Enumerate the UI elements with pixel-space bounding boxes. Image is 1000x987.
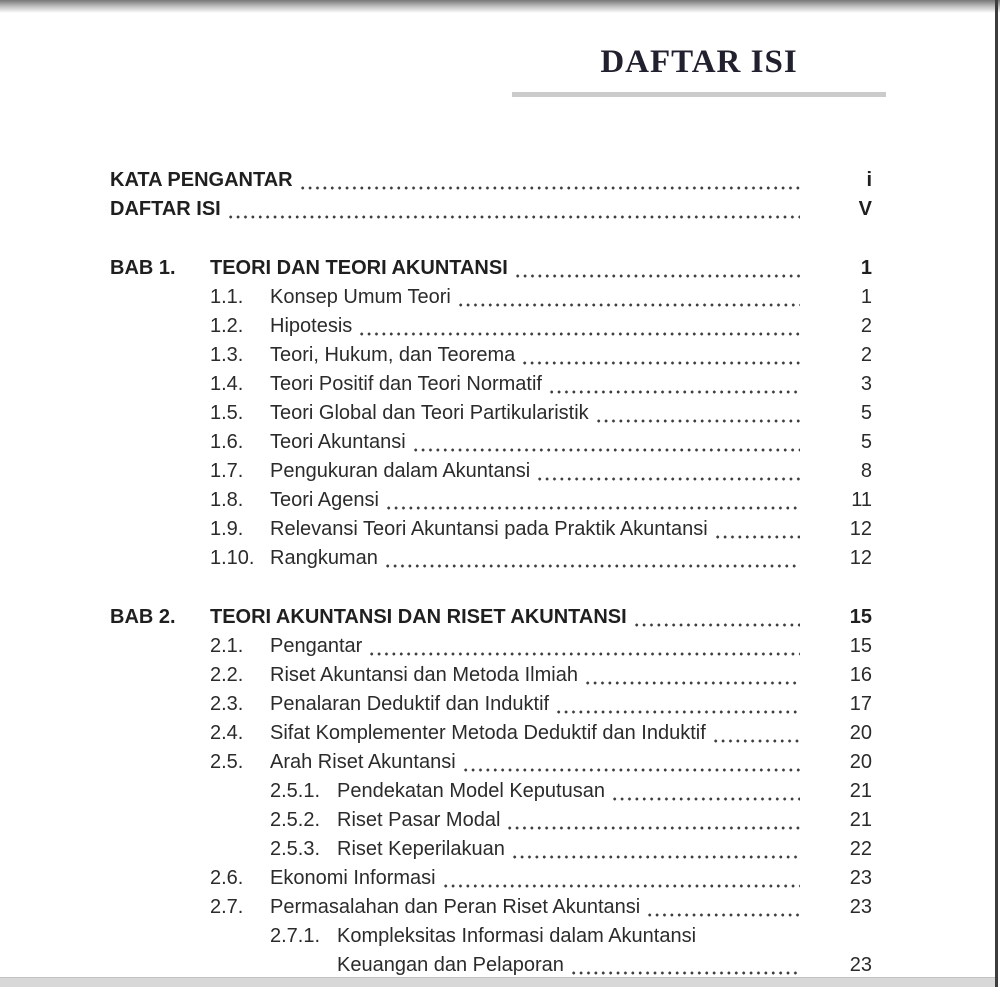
dot-leader [442, 884, 800, 888]
toc-entry [110, 719, 872, 748]
toc-entry [110, 777, 872, 806]
entry-page: 5 [860, 402, 872, 424]
toc-entry [110, 922, 872, 951]
entry-number: 1.9. [210, 518, 244, 540]
entry-number: 1.8. [210, 489, 244, 511]
entry-page: 8 [860, 460, 872, 482]
entry-number: 2.1. [210, 635, 244, 657]
chapter-heading [110, 254, 872, 283]
dot-leader [511, 855, 800, 859]
toc-entry [110, 690, 872, 719]
chapter-title: TEORI AKUNTANSI DAN RISET AKUNTANSI [210, 606, 627, 628]
entry-title: Pengukuran dalam Akuntansi [270, 460, 531, 482]
entry-title: Teori Global dan Teori Partikularistik [270, 402, 589, 424]
entry-number: 1.10. [210, 547, 255, 569]
toc-entry [110, 632, 872, 661]
entry-page: 2 [860, 344, 872, 366]
dot-leader [611, 797, 800, 801]
dot-leader [358, 332, 800, 336]
dot-leader [521, 361, 800, 365]
chapter-title: TEORI DAN TEORI AKUNTANSI [210, 257, 508, 279]
toc-entry [110, 515, 872, 544]
entry-number: 2.7. [210, 896, 244, 918]
entry-title-line2: Keuangan dan Pelaporan [337, 954, 564, 976]
entry-title: Riset Akuntansi dan Metoda Ilmiah [270, 664, 578, 686]
entry-number: 1.4. [210, 373, 244, 395]
entry-number: 2.5.1. [270, 780, 321, 802]
scan-top-shadow [0, 0, 1000, 13]
entry-number: 2.2. [210, 664, 244, 686]
dot-leader [633, 623, 800, 627]
toc-entry-continuation [110, 951, 872, 980]
toc-entry [110, 283, 872, 312]
entry-page: 20 [849, 751, 872, 773]
entry-title: Riset Pasar Modal [337, 809, 501, 831]
entry-title: Penalaran Deduktif dan Induktif [270, 693, 550, 715]
entry-title: Permasalahan dan Peran Riset Akuntansi [270, 896, 641, 918]
entry-page: 21 [849, 809, 872, 831]
toc-entry [110, 166, 872, 195]
title-underline [512, 92, 886, 97]
entry-title: Pengantar [270, 635, 363, 657]
entry-number: 1.3. [210, 344, 244, 366]
entry-number: 1.7. [210, 460, 244, 482]
toc-entry [110, 486, 872, 515]
entry-number: 2.5.3. [270, 838, 321, 860]
entry-page: 3 [860, 373, 872, 395]
entry-title: Ekonomi Informasi [270, 867, 436, 889]
dot-leader [714, 535, 800, 539]
entry-title: Teori Positif dan Teori Normatif [270, 373, 542, 395]
entry-title: Riset Keperilakuan [337, 838, 505, 860]
entry-number: 2.5. [210, 751, 244, 773]
entry-title: Hipotesis [270, 315, 353, 337]
dot-leader [368, 652, 800, 656]
toc-entry [110, 864, 872, 893]
entry-title: Teori, Hukum, dan Teorema [270, 344, 516, 366]
dot-leader [227, 215, 800, 219]
chapter-heading [110, 603, 872, 632]
entry-label: KATA PENGANTAR [110, 169, 293, 191]
toc-entry [110, 428, 872, 457]
entry-page: V [858, 198, 872, 220]
entry-title: Teori Agensi [270, 489, 379, 511]
entry-number: 2.7.1. [270, 925, 321, 947]
dot-leader [584, 681, 800, 685]
dot-leader [506, 826, 800, 830]
dot-leader [457, 303, 800, 307]
toc-entry [110, 370, 872, 399]
toc-entry [110, 806, 872, 835]
dot-leader [555, 710, 800, 714]
entry-page: 16 [849, 664, 872, 686]
entry-page: 5 [860, 431, 872, 453]
entry-page: 23 [849, 867, 872, 889]
dot-leader [514, 274, 800, 278]
scan-right-edge [995, 0, 998, 987]
dot-leader [548, 390, 800, 394]
entry-number: 1.1. [210, 286, 244, 308]
entry-title: Konsep Umum Teori [270, 286, 451, 308]
entry-page: 17 [849, 693, 872, 715]
entry-number: 2.4. [210, 722, 244, 744]
dot-leader [536, 477, 800, 481]
toc-entry [110, 544, 872, 573]
dot-leader [385, 506, 800, 510]
page-title: DAFTAR ISI [600, 44, 798, 80]
dot-leader [299, 186, 800, 190]
entry-label: DAFTAR ISI [110, 198, 221, 220]
entry-page: i [866, 169, 872, 191]
entry-title: Teori Akuntansi [270, 431, 406, 453]
chapter-number: BAB 1. [110, 257, 176, 279]
entry-page: 22 [849, 838, 872, 860]
entry-number: 1.5. [210, 402, 244, 424]
entry-number: 2.3. [210, 693, 244, 715]
toc-entry [110, 341, 872, 370]
toc-entry [110, 661, 872, 690]
dot-leader [384, 564, 800, 568]
entry-page: 12 [849, 518, 872, 540]
entry-page: 21 [849, 780, 872, 802]
chapter-number: BAB 2. [110, 606, 176, 628]
entry-number: 1.6. [210, 431, 244, 453]
entry-page: 11 [851, 489, 872, 511]
toc [110, 166, 872, 980]
dot-leader [462, 768, 800, 772]
entry-title: Arah Riset Akuntansi [270, 751, 456, 773]
toc-entry [110, 312, 872, 341]
entry-title: Rangkuman [270, 547, 378, 569]
entry-page: 23 [849, 896, 872, 918]
dot-leader [595, 419, 800, 423]
entry-number: 1.2. [210, 315, 244, 337]
entry-page: 2 [860, 315, 872, 337]
chapter-page: 1 [860, 257, 872, 279]
entry-number: 2.6. [210, 867, 244, 889]
toc-entry [110, 835, 872, 864]
entry-page: 23 [849, 954, 872, 976]
dot-leader [570, 971, 800, 975]
toc-entry [110, 457, 872, 486]
entry-page: 1 [860, 286, 872, 308]
toc-entry [110, 195, 872, 224]
toc-entry [110, 399, 872, 428]
entry-title: Sifat Komplementer Metoda Deduktif dan Induktif [270, 722, 706, 744]
chapter-page: 15 [849, 606, 872, 628]
entry-title: Kompleksitas Informasi dalam Akuntansi [337, 925, 697, 947]
dot-leader [646, 913, 800, 917]
entry-page: 20 [849, 722, 872, 744]
entry-number: 2.5.2. [270, 809, 321, 831]
entry-page: 15 [849, 635, 872, 657]
toc-entry [110, 748, 872, 777]
toc-entry [110, 893, 872, 922]
dot-leader [412, 448, 800, 452]
dot-leader [712, 739, 800, 743]
entry-title: Pendekatan Model Keputusan [337, 780, 605, 802]
entry-page: 12 [849, 547, 872, 569]
entry-title: Relevansi Teori Akuntansi pada Praktik Akuntansi [270, 518, 708, 540]
